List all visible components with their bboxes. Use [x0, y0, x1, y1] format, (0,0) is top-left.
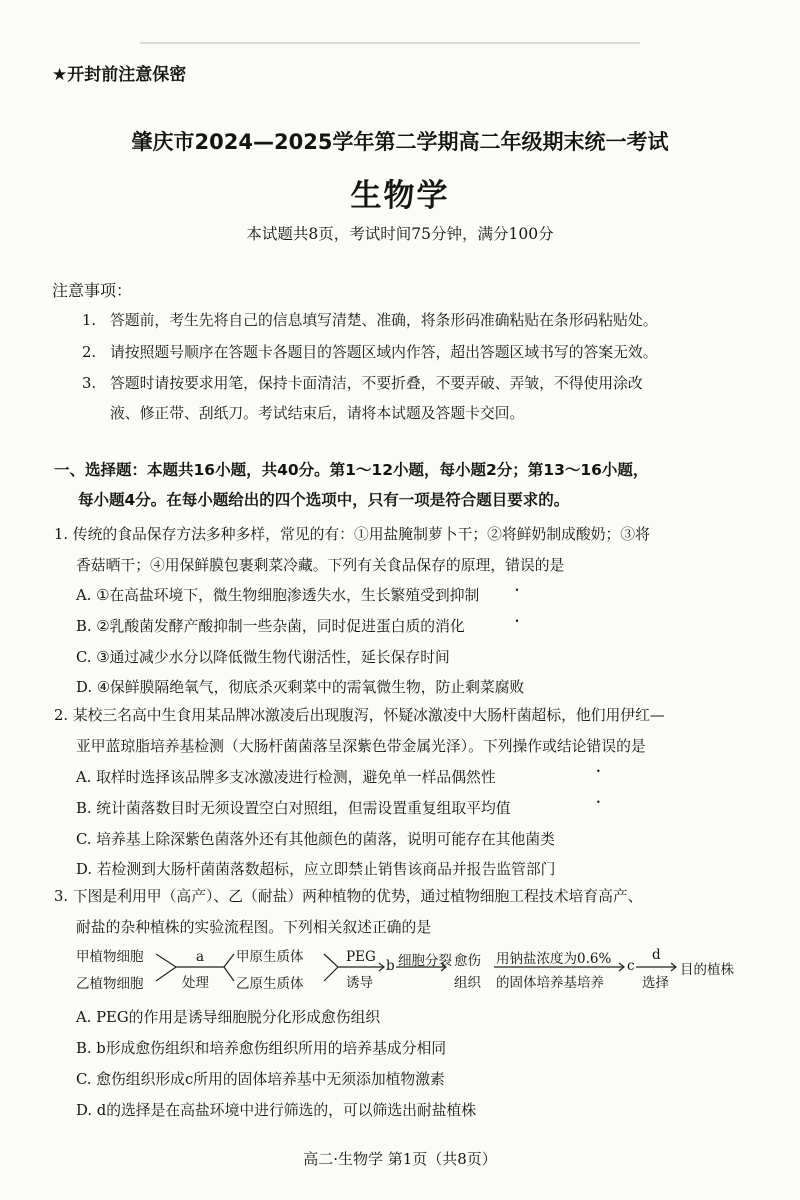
section-heading — [54, 455, 764, 515]
flow-label-select: 选择 — [642, 975, 669, 991]
question-line-1: 3. 下图是利用甲（高产）、乙（耐盐）两种植物的优势，通过植物细胞工程技术培育高产、 — [54, 888, 643, 905]
emphasis-text: 错误 • • — [505, 557, 535, 574]
section-line-2: 每小题4分。在每小题给出的四个选项中，只有一项是符合题目要求的。 — [78, 491, 570, 509]
question-1-stem — [54, 519, 766, 581]
flow-yi-protoplast: 乙原生质体 — [236, 976, 304, 992]
option-b: B. ②乳酸菌发酵产酸抑制一些杂菌，同时促进蛋白质的消化 — [76, 618, 465, 635]
merge-bracket — [156, 954, 176, 981]
scan-artifact-line — [140, 42, 640, 44]
flow-callus-2: 组织 — [454, 975, 481, 991]
flow-callus-1: 愈伤 — [454, 953, 481, 969]
option-c: C. 培养基上除深紫色菌落外还有其他颜色的菌落，说明可能存在其他菌类 — [76, 831, 555, 848]
flow-jia-protoplast: 甲原生质体 — [236, 949, 304, 965]
note-text: 答题前，考生先将自己的信息填写清楚、准确，将条形码准确粘贴在条形码粘贴处。 — [110, 312, 658, 329]
confidential-notice: ★开封前注意保密 — [52, 65, 187, 85]
question-2-stem — [54, 700, 766, 762]
question-line-2 — [54, 731, 766, 762]
note-item — [82, 306, 762, 336]
option-c: C. 愈伤组织形成c所用的固体培养基中无须添加植物激素 — [76, 1071, 445, 1088]
flow-label-treat: 处理 — [182, 975, 209, 991]
flow-yi-cell: 乙植物细胞 — [76, 976, 144, 992]
note-continuation: 液、修正带、刮纸刀。考试结束后，请将本试题及答题卡交回。 — [110, 405, 525, 422]
note-number: 3. — [82, 375, 97, 392]
flow-salt-condition: 用钠盐浓度为0.6% — [496, 951, 612, 967]
flow-label-a: a — [196, 949, 205, 965]
flow-label-division: 细胞分裂 — [398, 953, 452, 969]
note-text: 请按照题号顺序在答题卡各题目的答题区域内作答，超出答题区域书写的答案无效。 — [110, 344, 658, 361]
flow-label-peg: PEG — [346, 949, 376, 965]
question-text: 的是 — [534, 557, 565, 574]
emphasis-text: 错误 • • — [587, 738, 617, 755]
option-d: D. d的选择是在高盐环境中进行筛选的，可以筛选出耐盐植株 — [76, 1102, 477, 1119]
flow-label-b: b — [386, 958, 395, 974]
exam-info: 本试题共8页，考试时间75分钟，满分100分 — [246, 225, 554, 243]
option-d: D. ④保鲜膜隔绝氧气，彻底杀灭剩菜中的需氧微生物，防止剩菜腐败 — [76, 679, 525, 696]
flow-salt-medium: 的固体培养基培养 — [496, 975, 604, 991]
note-item — [82, 369, 762, 429]
option-a: A. ①在高盐环境下，微生物细胞渗透失水，生长繁殖受到抑制 — [76, 587, 480, 604]
question-line-1: 1. 传统的食品保存方法多种多样，常见的有：①用盐腌制萝卜干；②将鲜奶制成酸奶；③将 — [54, 526, 650, 543]
note-number: 1. — [82, 312, 97, 329]
flow-target-plant: 目的植株 — [680, 962, 734, 978]
split-bracket — [224, 954, 234, 981]
flow-label-c: c — [627, 958, 635, 974]
option-b: B. 统计菌落数目时无须设置空白对照组，但需设置重复组取平均值 — [76, 800, 511, 817]
option-c: C. ③通过减少水分以降低微生物代谢活性，延长保存时间 — [76, 649, 450, 666]
question-line-2 — [54, 550, 766, 581]
merge-bracket — [324, 954, 338, 981]
question-3-stem — [54, 881, 766, 943]
flow-label-d: d — [652, 947, 661, 963]
page-footer: 高二·生物学 第1页（共8页） — [303, 1150, 497, 1168]
option-a: A. PEG的作用是诱导细胞脱分化形成愈伤组织 — [76, 1009, 381, 1026]
option-d: D. 若检测到大肠杆菌菌落数超标，应立即禁止销售该商品并报告监管部门 — [76, 861, 556, 878]
note-number: 2. — [82, 344, 97, 361]
question-text: 的是 — [616, 738, 646, 755]
note-item — [82, 338, 762, 368]
subject-title: 生物学 — [350, 178, 450, 214]
experiment-flowchart — [76, 945, 776, 995]
question-line-2: 耐盐的杂种植株的实验流程图。下列相关叙述正确的是 — [76, 919, 432, 936]
exam-title: 肇庆市2024—2025学年第二学期高二年级期末统一考试 — [131, 130, 669, 154]
section-line-1: 一、选择题：本题共16小题，共40分。第1～12小题，每小题2分；第13～16小题， — [54, 461, 649, 479]
note-text: 答题时请按要求用笔，保持卡面清洁，不要折叠，不要弄破、弄皱，不得使用涂改 — [110, 375, 643, 392]
question-text: 香菇晒干；④用保鲜膜包裹剩菜冷藏。下列有关食品保存的原理， — [76, 557, 506, 574]
option-a: A. 取样时选择该品牌多支冰激凌进行检测，避免单一样品偶然性 — [76, 769, 496, 786]
option-b: B. b形成愈伤组织和培养愈伤组织所用的培养基成分相同 — [76, 1040, 447, 1057]
flow-jia-cell: 甲植物细胞 — [76, 949, 144, 965]
question-line-1: 2. 某校三名高中生食用某品牌冰激凌后出现腹泻，怀疑冰激凌中大肠杆菌超标，他们用伊红— — [54, 707, 665, 724]
notes-heading: 注意事项： — [52, 281, 133, 300]
flow-label-induce: 诱导 — [346, 975, 373, 991]
question-text: 亚甲蓝琼脂培养基检测（大肠杆菌菌落呈深紫色带金属光泽）。下列操作或结论 — [76, 738, 587, 755]
